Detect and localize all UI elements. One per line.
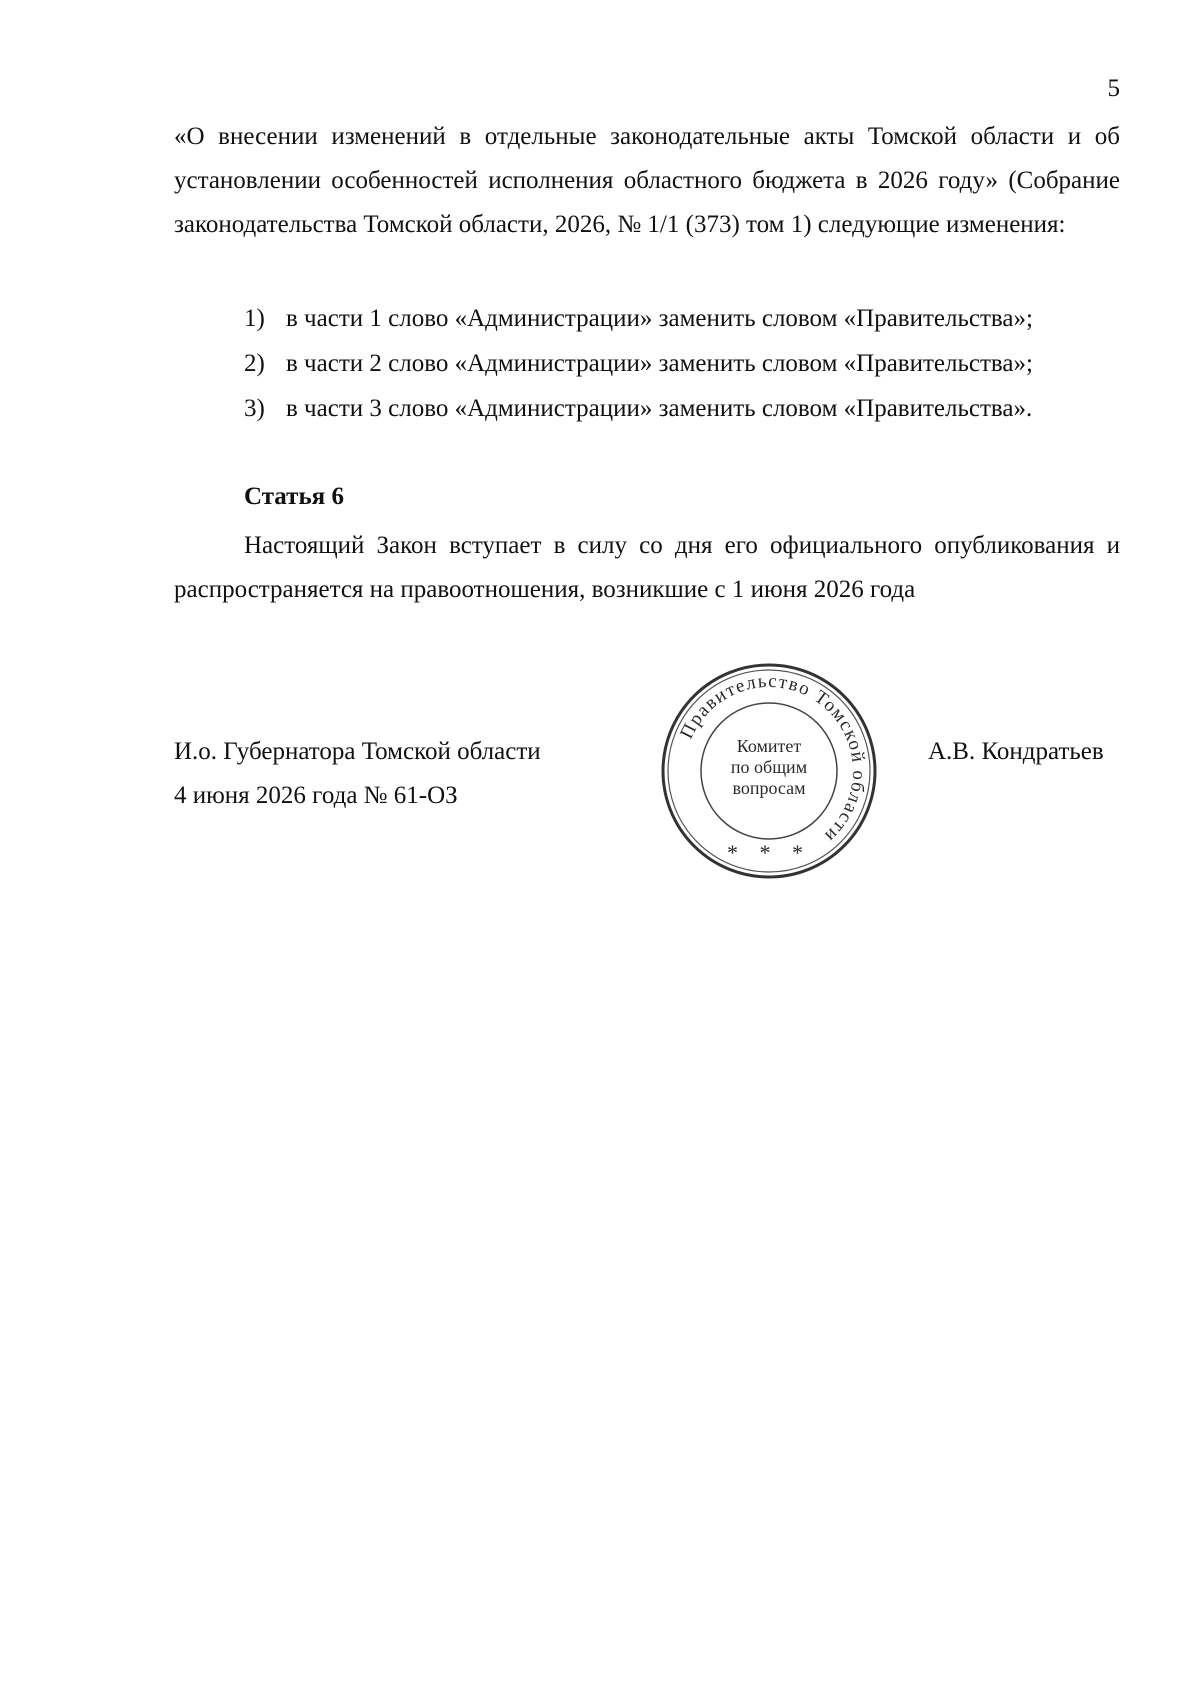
list-item-text: в части 1 слово «Администрации» заменить словом «Правительства»; — [286, 305, 1033, 332]
list-item — [244, 341, 1120, 386]
signatory-position: И.о. Губернатора Томской области — [174, 738, 541, 765]
seal-ring-text: Правительство Томской области — [676, 670, 870, 848]
list-item-number: 3) — [244, 395, 265, 422]
signatory-name: А.В. Кондратьев — [928, 738, 1104, 765]
seal-center-line: вопросам — [732, 778, 806, 798]
list-item-number: 2) — [244, 350, 265, 377]
seal-center-line: Комитет — [736, 736, 802, 756]
article-body: Настоящий Закон вступает в силу со дня его официального опубликования и распространяется на правоотношения, возникшие с 1 июня 2026 года — [174, 532, 1120, 603]
seal-graphic — [658, 660, 880, 882]
official-seal — [658, 660, 880, 882]
amendments-list — [244, 296, 1120, 431]
list-item — [244, 296, 1120, 341]
continuation-paragraph: «О внесении изменений в отдельные законодательные акты Томской области и об установлении особенностей исполнения областного бюджета в 2026 году» (Собрание законодательства Томской области, 2026, № 1/1 (373) том 1) следующие изменения: — [174, 123, 1120, 238]
seal-center-line: по общим — [730, 757, 808, 777]
list-item-text: в части 2 слово «Администрации» заменить словом «Правительства»; — [286, 350, 1033, 377]
article-heading: Статья 6 — [244, 483, 344, 510]
page-number: 5 — [1107, 75, 1120, 102]
list-item — [244, 386, 1120, 431]
law-date-number: 4 июня 2026 года № 61-ОЗ — [174, 782, 458, 809]
list-item-number: 1) — [244, 305, 265, 332]
seal-stars: * * * — [727, 840, 811, 865]
list-item-text: в части 3 слово «Администрации» заменить словом «Правительства». — [286, 395, 1033, 422]
signature-block — [174, 730, 541, 818]
